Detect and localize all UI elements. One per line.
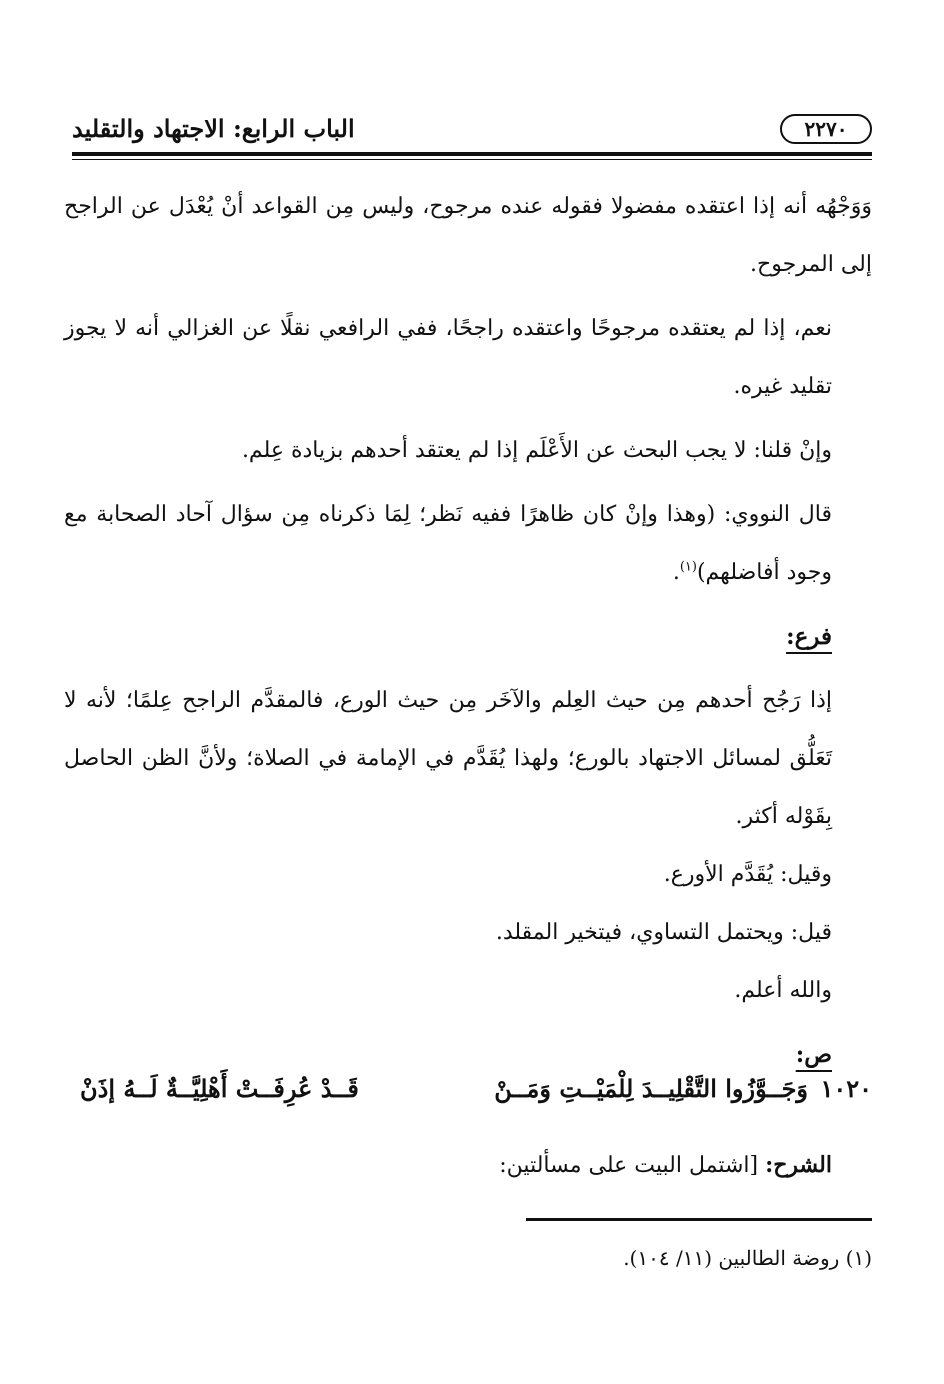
section-heading-sad: ص:	[795, 1041, 832, 1068]
paragraph: قيل: ويحتمل التساوي، فيتخير المقلد.	[495, 920, 832, 945]
commentary-text: [اشتمل البيت على مسألتين:	[499, 1153, 766, 1178]
footnote-separator	[526, 1218, 872, 1221]
paragraph: نعم، إذا لم يعتقده مرجوحًا واعتقده راجحًا، ففي الرافعي نقلًا عن الغزالي أنه لا يجوز تقليد غيره.	[64, 316, 832, 399]
main-text	[64, 178, 872, 1084]
verse-second-hemistich: قَــدْ عُرِفَــتْ أَهْلِيَّــةٌ لَــهُ إذَنْ	[80, 1074, 359, 1103]
header-rule	[72, 152, 872, 156]
chapter-title: الباب الرابع: الاجتهاد والتقليد	[72, 114, 355, 143]
verse-number: ١٠٢٠	[820, 1074, 872, 1103]
verse-first-hemistich: وَجَــوَّزُوا التَّقْلِيــدَ لِلْمَيْــتِ وَمَــنْ	[494, 1074, 808, 1103]
section-heading-far: فرع:	[786, 623, 832, 650]
commentary	[72, 1140, 872, 1191]
paragraph: إذا رَجُح أحدهم مِن حيث العِلم والآخَر مِن حيث الورع، فالمقدَّم الراجح عِلمًا؛ لأنه لا تَعَلُّق لمسائل الاجتهاد بالورع؛ ولهذا يُقَدَّم في الإمامة في الصلاة؛ ولأنَّ الظن الحاصل بِقَوْله أكثر.	[64, 688, 832, 829]
header-rule-thin	[72, 159, 872, 160]
commentary-label: الشرح:	[765, 1152, 832, 1178]
running-header	[72, 108, 872, 156]
footnote: (١) روضة الطالبين (١١/ ١٠٤).	[623, 1246, 872, 1270]
sentence-end: .	[672, 560, 680, 585]
footnote-marker: (١)	[679, 559, 697, 575]
paragraph: وقيل: يُقَدَّم الأورع.	[663, 862, 832, 887]
paragraph: وإنْ قلنا: لا يجب البحث عن الأَعْلَم إذا لم يعتقد أحدهم بزيادة عِلم.	[241, 438, 832, 463]
paragraph-with-footnote	[64, 486, 872, 602]
page-number: ٢٢٧٠	[780, 114, 872, 144]
paragraph: والله أعلم.	[734, 978, 832, 1003]
verse-line	[72, 1066, 872, 1116]
quote-text: قال النووي: (وهذا وإنْ كان ظاهرًا ففيه نَظر؛ لِمَا ذكرناه مِن سؤال آحاد الصحابة مع وجود أفاضلهم)	[64, 502, 832, 585]
paragraph: وَوَجْهُه أنه إذا اعتقده مفضولا فقوله عنده مرجوح، وليس مِن القواعد أنْ يُعْدَل عن الراجح إلى المرجوح.	[64, 194, 872, 277]
